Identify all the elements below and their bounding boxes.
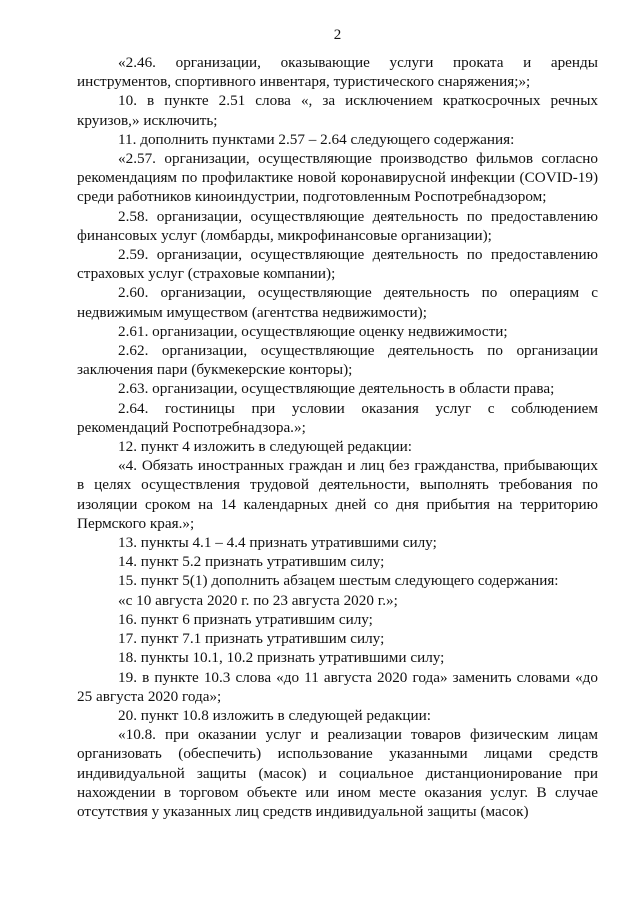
paragraph: 2.64. гостиницы при условии оказания услуг с соблюдением рекомендаций Роспотребнадзора.»;	[77, 399, 598, 436]
document-body	[77, 53, 598, 821]
paragraph: 13. пункты 4.1 – 4.4 признать утратившими силу;	[118, 534, 437, 552]
paragraph: 18. пункты 10.1, 10.2 признать утратившими силу;	[118, 649, 445, 667]
paragraph: 15. пункт 5(1) дополнить абзацем шестым следующего содержания:	[118, 572, 559, 590]
paragraph: 16. пункт 6 признать утратившим силу;	[118, 610, 373, 628]
paragraph: «10.8. при оказании услуг и реализации товаров физическим лицам организовать (обеспечить) использование указанными лицами средств индивидуальной защиты (масок) и социальное дистанционирование при нахождении в торговом объекте или ином месте оказания услуг. В случае отсутствия у указанных лиц средств индивидуальной защиты (масок)	[77, 726, 598, 820]
paragraph: 19. в пункте 10.3 слова «до 11 августа 2020 года» заменить словами «до 25 августа 2020 года»;	[77, 668, 598, 705]
paragraph: «2.46. организации, оказывающие услуги проката и аренды инструментов, спортивного инвентаря, туристического снаряжения;»;	[77, 54, 598, 91]
paragraph: 2.58. организации, осуществляющие деятельность по предоставлению финансовых услуг (ломбарды, микрофинансовые организации);	[77, 207, 598, 244]
paragraph: 12. пункт 4 изложить в следующей редакции:	[118, 438, 412, 456]
paragraph: 2.59. организации, осуществляющие деятельность по предоставлению страховых услуг (страховые компании);	[77, 246, 598, 283]
paragraph: 14. пункт 5.2 признать утратившим силу;	[118, 553, 385, 571]
paragraph: 2.63. организации, осуществляющие деятельность в области права;	[118, 380, 555, 398]
paragraph: 2.62. организации, осуществляющие деятельность по организации заключения пари (букмекерские конторы);	[77, 342, 598, 379]
paragraph: 11. дополнить пунктами 2.57 – 2.64 следующего содержания:	[118, 130, 515, 148]
paragraph: 17. пункт 7.1 признать утратившим силу;	[118, 630, 385, 648]
paragraph: 2.60. организации, осуществляющие деятельность по операциям с недвижимым имуществом (агентства недвижимости);	[77, 284, 598, 321]
paragraph: «с 10 августа 2020 г. по 23 августа 2020 г.»;	[118, 591, 398, 609]
page-number: 2	[333, 27, 342, 43]
paragraph: «2.57. организации, осуществляющие производство фильмов согласно рекомендациям по профилактике новой коронавирусной инфекции (COVID-19) среди работников киноиндустрии, подготовленным Роспотребнадзором;	[77, 150, 598, 206]
paragraph: 2.61. организации, осуществляющие оценку недвижимости;	[118, 322, 508, 340]
paragraph: 20. пункт 10.8 изложить в следующей редакции:	[118, 706, 431, 724]
paragraph: «4. Обязать иностранных граждан и лиц без гражданства, прибывающих в целях осуществления трудовой деятельности, выполнять требования по изоляции сроком на 14 календарных дней со дня прибытия на территорию Пермского края.»;	[77, 457, 598, 532]
paragraph: 10. в пункте 2.51 слова «, за исключением краткосрочных речных круизов,» исключить;	[77, 92, 598, 129]
